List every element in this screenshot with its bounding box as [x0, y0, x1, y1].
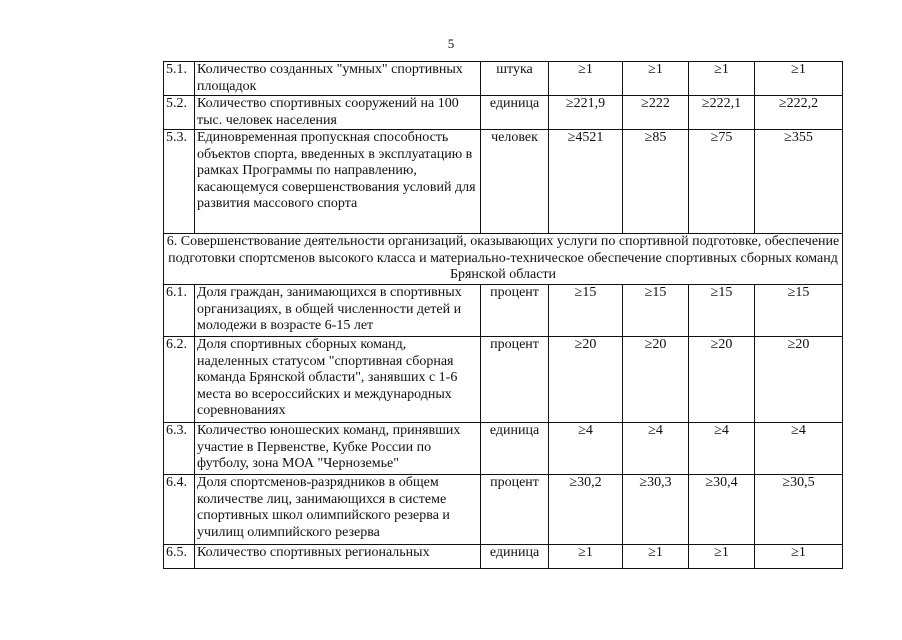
value-cell: ≥20 [755, 337, 843, 423]
unit-cell: штука [481, 62, 549, 96]
unit-cell: процент [481, 475, 549, 545]
unit-cell: процент [481, 337, 549, 423]
value-cell: ≥85 [623, 130, 689, 234]
table-row [164, 423, 843, 475]
unit-cell: единица [481, 545, 549, 569]
value-cell: ≥1 [549, 545, 623, 569]
value-cell: ≥1 [755, 545, 843, 569]
row-number: 5.1. [164, 62, 195, 96]
value-cell: ≥222,1 [689, 96, 755, 130]
unit-cell: единица [481, 96, 549, 130]
value-cell: ≥1 [689, 62, 755, 96]
table-row [164, 475, 843, 545]
value-cell: ≥20 [549, 337, 623, 423]
value-cell: ≥30,2 [549, 475, 623, 545]
table-row [164, 96, 843, 130]
value-cell: ≥4 [623, 423, 689, 475]
value-cell: ≥30,5 [755, 475, 843, 545]
page-number: 5 [447, 36, 455, 51]
value-cell: ≥20 [689, 337, 755, 423]
value-cell: ≥30,4 [689, 475, 755, 545]
row-number: 5.2. [164, 96, 195, 130]
row-number: 5.3. [164, 130, 195, 234]
indicators-table [163, 61, 843, 569]
indicator-name: Количество юношеских команд, принявших участие в Первенстве, Кубке России по футболу, зона МОА "Черноземье" [195, 423, 481, 475]
value-cell: ≥15 [689, 285, 755, 337]
value-cell: ≥1 [549, 62, 623, 96]
indicator-name: Доля спортивных сборных команд, наделенных статусом "спортивная сборная команда Брянской области", занявших с 1-6 места во всероссийских и международных соревнованиях [195, 337, 481, 423]
value-cell: ≥355 [755, 130, 843, 234]
value-cell: ≥1 [623, 62, 689, 96]
indicator-name: Количество спортивных сооружений на 100 тыс. человек населения [195, 96, 481, 130]
value-cell: ≥15 [755, 285, 843, 337]
table-row [164, 285, 843, 337]
indicator-name: Количество созданных "умных" спортивных площадок [195, 62, 481, 96]
value-cell: ≥1 [623, 545, 689, 569]
row-number: 6.3. [164, 423, 195, 475]
indicator-name: Доля спортсменов-разрядников в общем количестве лиц, занимающихся в системе спортивных школ олимпийского резерва и училищ олимпийского резерва [195, 475, 481, 545]
table-row [164, 62, 843, 96]
value-cell: ≥30,3 [623, 475, 689, 545]
indicator-name: Доля граждан, занимающихся в спортивных организациях, в общей численности детей и молодежи в возрасте 6-15 лет [195, 285, 481, 337]
value-cell: ≥4 [755, 423, 843, 475]
value-cell: ≥4 [689, 423, 755, 475]
unit-cell: человек [481, 130, 549, 234]
value-cell: ≥1 [755, 62, 843, 96]
value-cell: ≥4 [549, 423, 623, 475]
value-cell: ≥20 [623, 337, 689, 423]
value-cell: ≥221,9 [549, 96, 623, 130]
row-number: 6.5. [164, 545, 195, 569]
value-cell: ≥1 [689, 545, 755, 569]
row-number: 6.4. [164, 475, 195, 545]
table-row [164, 545, 843, 569]
table-row [164, 130, 843, 234]
unit-cell: единица [481, 423, 549, 475]
indicator-name: Единовременная пропускная способность объектов спорта, введенных в эксплуатацию в рамках Программы по направлению, касающемуся совершенствования условий для развития массового спорта [195, 130, 481, 234]
section-header-row [164, 234, 843, 285]
value-cell: ≥75 [689, 130, 755, 234]
row-number: 6.2. [164, 337, 195, 423]
row-number: 6.1. [164, 285, 195, 337]
value-cell: ≥222 [623, 96, 689, 130]
value-cell: ≥15 [549, 285, 623, 337]
section-header: 6. Совершенствование деятельности организаций, оказывающих услуги по спортивной подготовке, обеспечение подготовки спортсменов высокого класса и материально-техническое обеспечение спортивных сборных команд Брянской области [164, 234, 843, 285]
value-cell: ≥15 [623, 285, 689, 337]
value-cell: ≥222,2 [755, 96, 843, 130]
table-row [164, 337, 843, 423]
indicator-name: Количество спортивных региональных [195, 545, 481, 569]
value-cell: ≥4521 [549, 130, 623, 234]
unit-cell: процент [481, 285, 549, 337]
